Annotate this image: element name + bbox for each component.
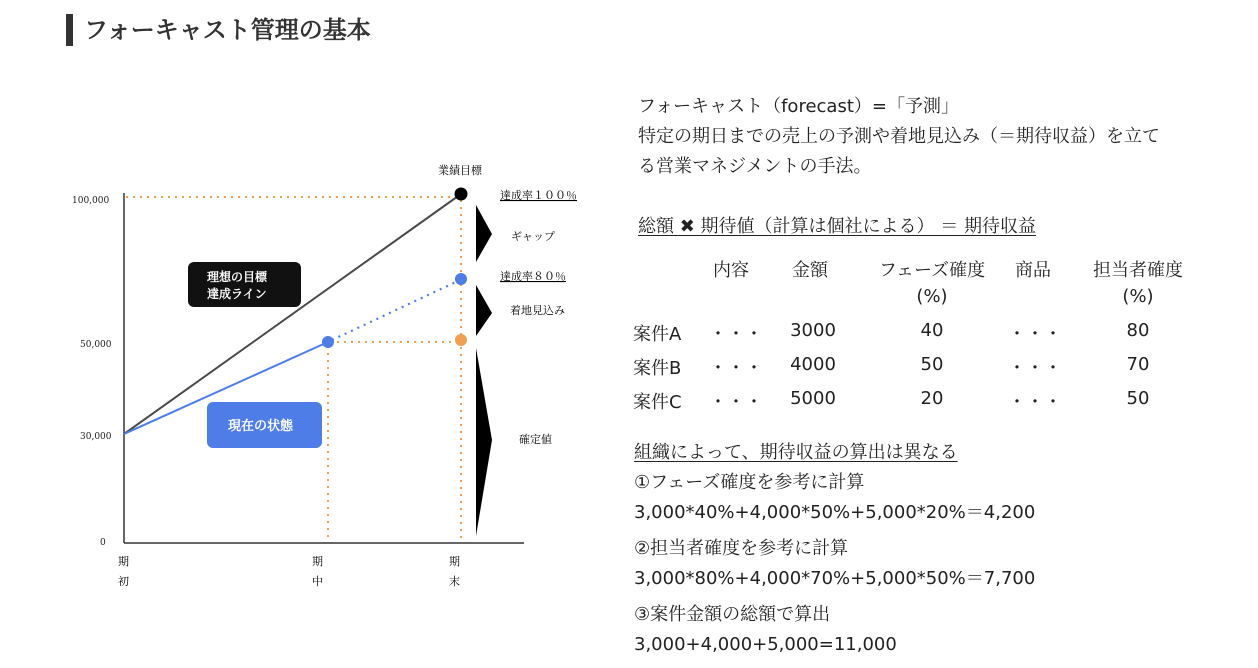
method1-calc: 3,000*40%+4,000*50%+5,000*20%＝4,200: [634, 502, 1036, 523]
confirmed-point: [455, 334, 467, 346]
page-title: フォーキャスト管理の基本: [84, 16, 371, 44]
table-row-c-phase: 20: [920, 388, 944, 409]
projection-line: [332, 281, 458, 340]
label-gap: ギャップ: [511, 230, 555, 243]
current-state-label: 現在の状態: [228, 419, 294, 434]
table-row-c-rep: 50: [1126, 388, 1150, 409]
header-rep-probability: 担当者確度: [1093, 260, 1183, 281]
table-row-a-name: 案件A: [633, 324, 682, 345]
table-row-c-name: 案件C: [633, 392, 682, 413]
ideal-line-label-1: 理想の目標: [207, 270, 268, 284]
label-rate100: 達成率１００％: [500, 189, 577, 202]
x-tick-end-1: 期: [449, 555, 460, 568]
x-tick-mid-2: 中: [312, 575, 323, 588]
label-target: 業績目標: [438, 164, 482, 177]
table-row-c-content: ・・・: [709, 392, 763, 413]
label-rate80: 達成率８０％: [500, 270, 566, 283]
header-phase-probability: フェーズ確度: [878, 260, 986, 281]
projection-point: [455, 273, 467, 285]
method1-title: ①フェーズ確度を参考に計算: [634, 472, 865, 493]
x-tick-start-2: 初: [118, 575, 129, 588]
x-tick-start-1: 期: [118, 555, 129, 568]
table-row-c-product: ・・・: [1008, 392, 1062, 413]
definition-line-3: る営業マネジメントの手法。: [638, 156, 872, 177]
landing-arrow: [476, 285, 492, 336]
label-landing: 着地見込み: [510, 304, 565, 317]
method2-calc: 3,000*80%+4,000*70%+5,000*50%＝7,700: [634, 568, 1036, 589]
table-row-a-product: ・・・: [1008, 324, 1062, 345]
method2-title: ②担当者確度を参考に計算: [634, 538, 849, 559]
table-row-a-rep: 80: [1126, 320, 1150, 341]
y-tick-30000: 30,000: [80, 432, 112, 442]
table-row-b-name: 案件B: [633, 358, 682, 379]
table-row-a-amount: 3000: [790, 320, 836, 341]
x-tick-end-2: 末: [449, 575, 460, 588]
ideal-line: [124, 194, 461, 434]
header-rep-probability-unit: (%): [1122, 286, 1154, 307]
target-point: [455, 188, 468, 201]
table-row-b-content: ・・・: [709, 358, 763, 379]
header-content: 内容: [713, 260, 749, 281]
definition-line-2: 特定の期日までの売上の予測や着地見込み（＝期待収益）を立て: [638, 126, 1160, 147]
table-row-a-content: ・・・: [709, 324, 763, 345]
current-point: [322, 336, 334, 348]
y-tick-0: 0: [100, 538, 106, 548]
table-row-a-phase: 40: [920, 320, 944, 341]
y-tick-100000: 100,000: [72, 196, 110, 206]
confirmed-arrow: [476, 348, 492, 536]
formula-heading: 総額 ✖︎ 期待値（計算は個社による） ＝ 期待収益: [638, 216, 1036, 237]
header-product: 商品: [1015, 260, 1051, 281]
table-row-b-rep: 70: [1126, 354, 1150, 375]
table-row-b-phase: 50: [920, 354, 944, 375]
table-row-b-product: ・・・: [1008, 358, 1062, 379]
forecast-chart: [0, 0, 620, 668]
y-tick-50000: 50,000: [80, 340, 112, 350]
gap-arrow: [476, 205, 492, 262]
method3-calc: 3,000+4,000+5,000=11,000: [634, 634, 897, 655]
header-amount: 金額: [792, 260, 828, 281]
header-phase-probability-unit: (%): [916, 286, 948, 307]
definition-line-1: フォーキャスト（forecast）=「予測」: [638, 96, 959, 117]
method3-title: ③案件金額の総額で算出: [634, 604, 831, 625]
ideal-line-label-2: 達成ライン: [207, 287, 267, 301]
table-row-b-amount: 4000: [790, 354, 836, 375]
table-row-c-amount: 5000: [790, 388, 836, 409]
x-tick-mid-1: 期: [312, 555, 323, 568]
label-confirmed: 確定値: [519, 433, 552, 446]
note-title: 組織によって、期待収益の算出は異なる: [634, 442, 958, 463]
